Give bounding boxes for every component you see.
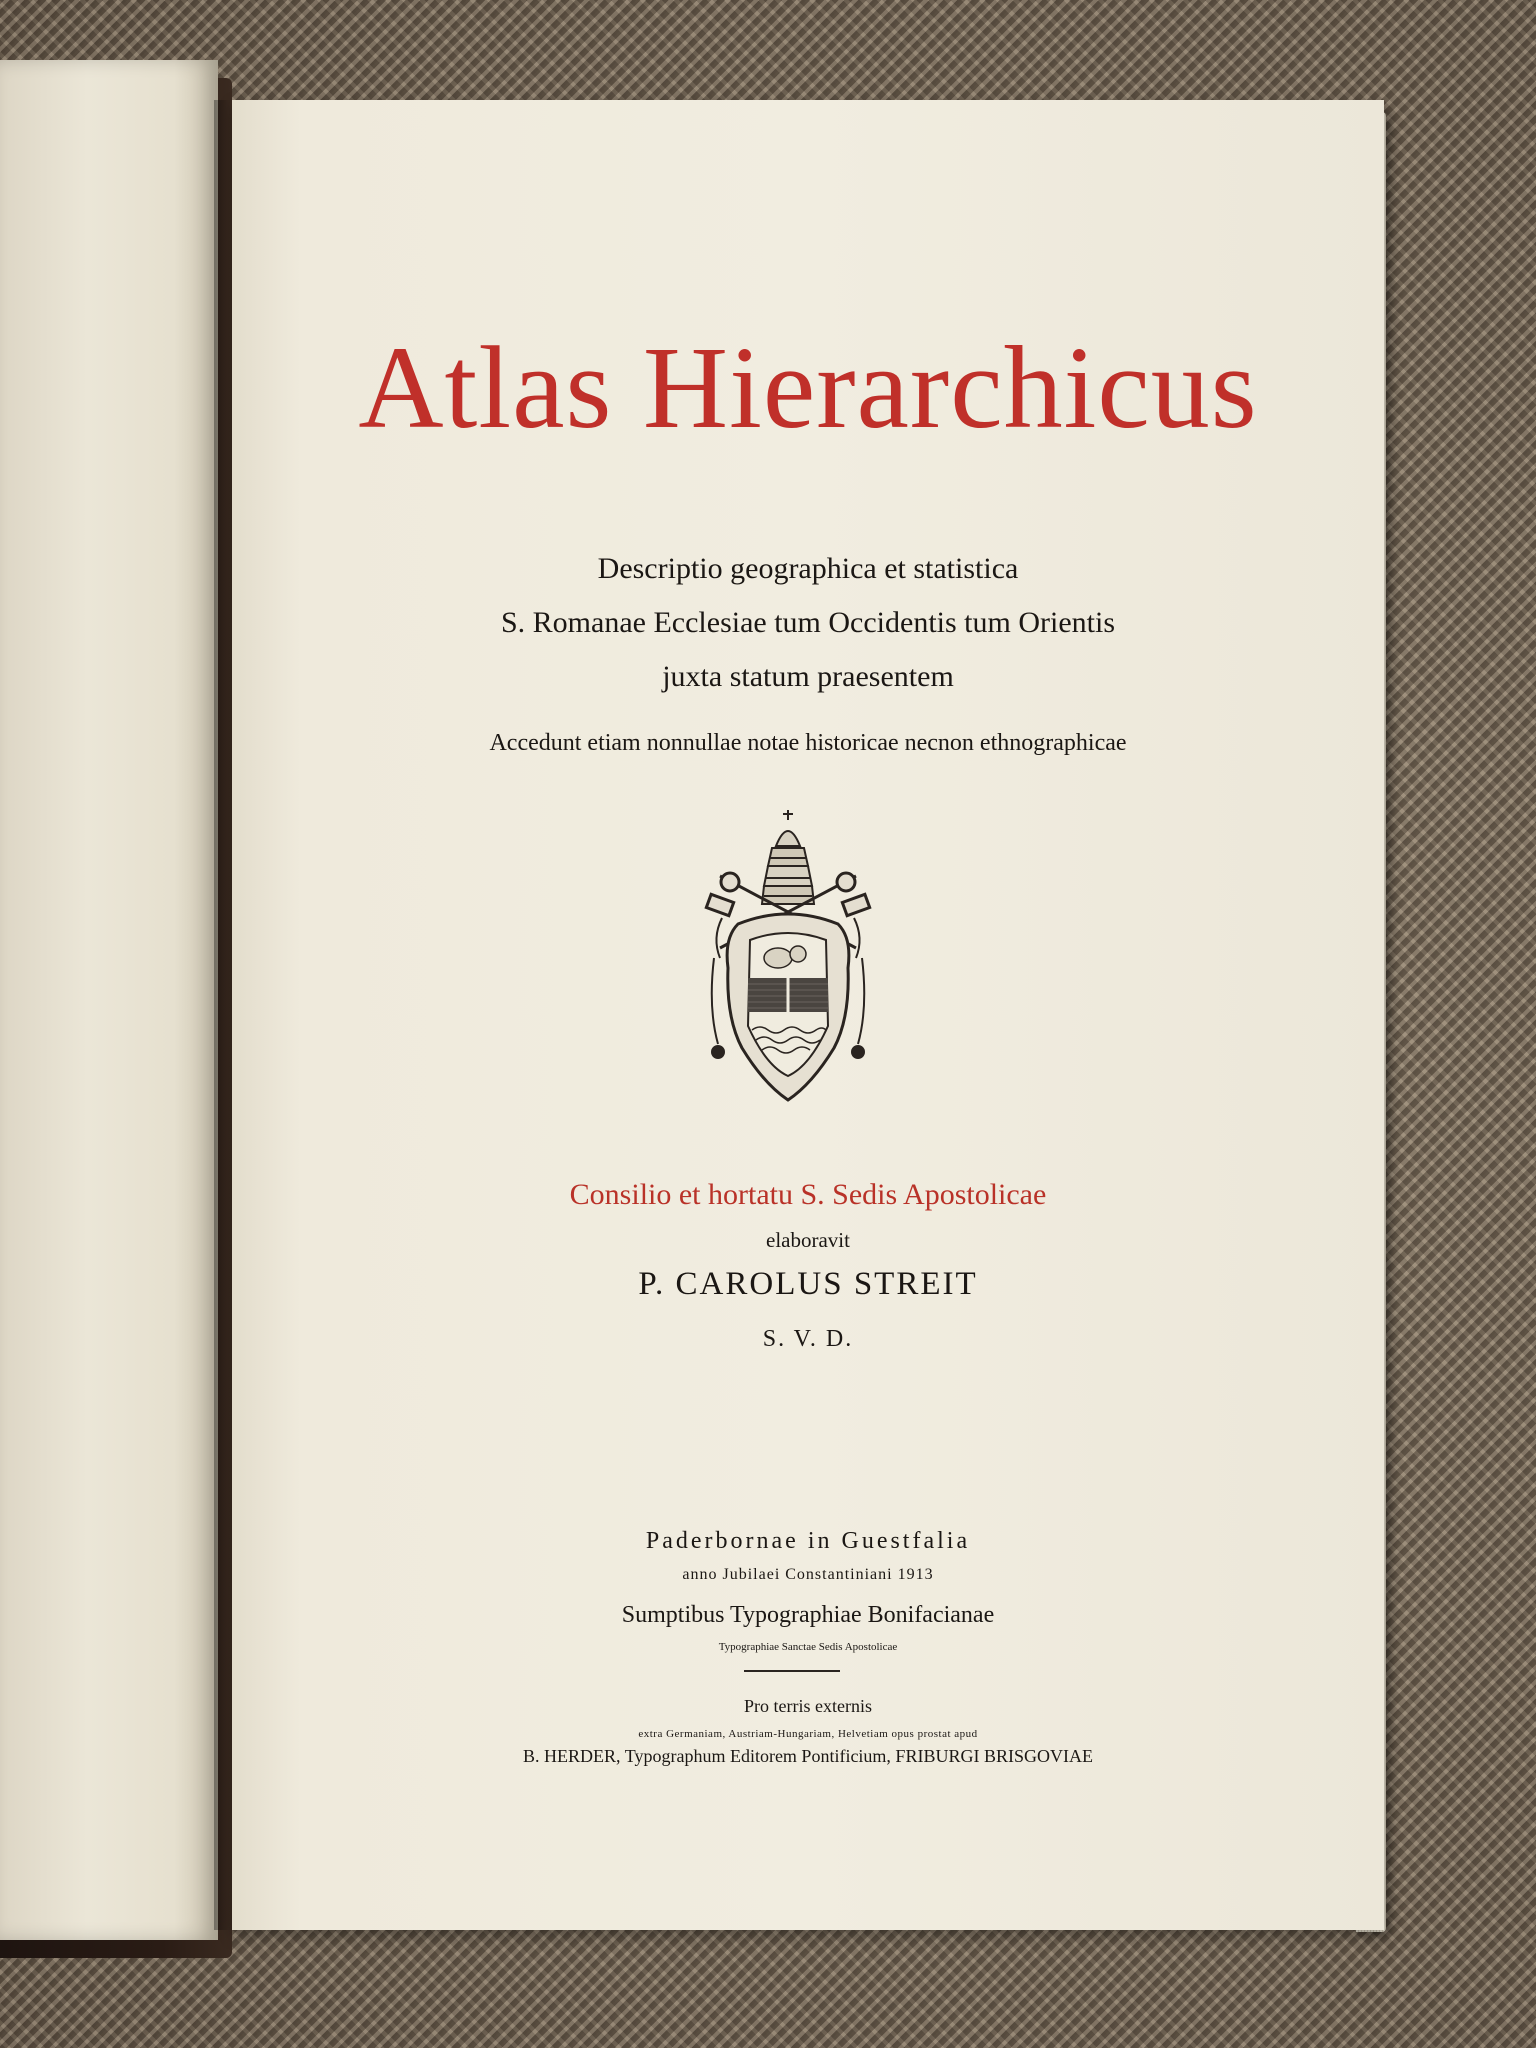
title-page [232,100,1384,1930]
publication-year: anno Jubilaei Constantiniani 1913 [682,1566,934,1583]
foreign-sales-heading: Pro terris externis [744,1696,872,1716]
publisher-line: Sumptibus Typographiae Bonifacianae [621,1602,995,1628]
book-title: Atlas Hierarchicus [358,322,1258,453]
author-name: P. CAROLUS STREIT [638,1266,978,1302]
subtitle-line-1: Descriptio geographica et statistica [597,552,1019,585]
publisher-subline: Typographiae Sanctae Sedis Apostolicae [718,1641,898,1653]
publication-place: Paderbornae in Guestfalia [645,1528,971,1554]
divider-rule [744,1670,840,1672]
left-page [0,60,218,1940]
subtitle-line-4: Accedunt etiam nonnullae notae historicae necnon ethnographicae [489,730,1127,756]
distributor-line: B. HERDER, Typographum Editorem Pontificium, FRIBURGI BRISGOVIAE [523,1746,1093,1766]
papal-coat-of-arms-icon [702,808,874,1108]
foreign-sales-note: extra Germaniam, Austriam-Hungariam, Helvetiam opus prostat apud [638,1728,978,1740]
subtitle-line-3: juxta statum praesentem [662,660,954,693]
elaboravit-line: elaboravit [766,1228,850,1252]
subtitle-line-2: S. Romanae Ecclesiae tum Occidentis tum Orientis [500,606,1115,639]
author-order: S. V. D. [762,1326,854,1352]
consilio-line: Consilio et hortatu S. Sedis Apostolicae [569,1178,1047,1211]
